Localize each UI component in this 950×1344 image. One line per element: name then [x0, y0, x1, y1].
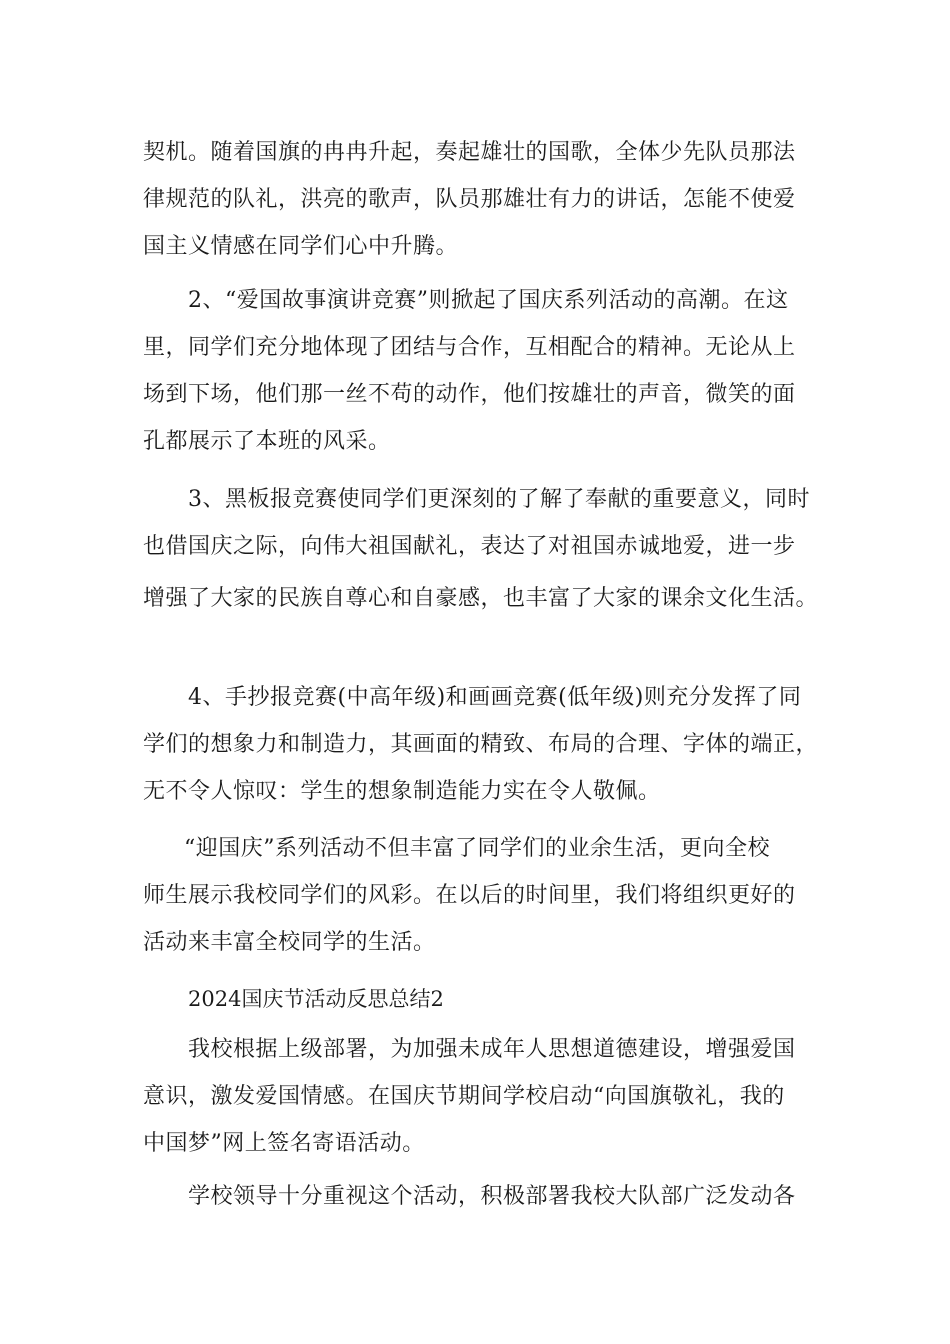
paragraph-line: 活动来丰富全校同学的生活。	[143, 930, 436, 955]
paragraph-line: “迎国庆”系列活动不但丰富了同学们的业余生活，更向全校	[184, 836, 770, 861]
section-heading: 2024国庆节活动反思总结2	[188, 987, 444, 1011]
paragraph-line: 孔都展示了本班的风采。	[143, 429, 391, 454]
paragraph-line: 无不令人惊叹：学生的想象制造能力实在令人敬佩。	[143, 779, 661, 804]
paragraph-line: 律规范的队礼，洪亮的歌声，队员那雄壮有力的讲话，怎能不使爱	[143, 187, 796, 212]
paragraph-line: 场到下场，他们那一丝不苟的动作，他们按雄壮的声音，微笑的面	[143, 382, 796, 407]
paragraph-line: 学校领导十分重视这个活动，积极部署我校大队部广泛发动各	[188, 1184, 796, 1209]
paragraph-line: 也借国庆之际，向伟大祖国献礼，表达了对祖国赤诚地爱，进一步	[143, 534, 796, 559]
paragraph-line: 4、手抄报竞赛(中高年级)和画画竞赛(低年级)则充分发挥了同	[188, 685, 802, 710]
paragraph-line: 我校根据上级部署，为加强未成年人思想道德建设，增强爱国	[188, 1037, 796, 1062]
paragraph-line: 师生展示我校同学们的风彩。在以后的时间里，我们将组织更好的	[143, 883, 796, 908]
paragraph-line: 里，同学们充分地体现了团结与合作，互相配合的精神。无论从上	[143, 335, 796, 360]
paragraph-line: 2、“爱国故事演讲竞赛”则掀起了国庆系列活动的高潮。在这	[188, 288, 789, 313]
paragraph-line: 意识，激发爱国情感。在国庆节期间学校启动“向国旗敬礼，我的	[143, 1084, 785, 1109]
paragraph-line: 国主义情感在同学们心中升腾。	[143, 234, 459, 259]
paragraph-line: 契机。随着国旗的冉冉升起，奏起雄壮的国歌，全体少先队员那法	[143, 140, 796, 165]
paragraph-line: 增强了大家的民族自尊心和自豪感，也丰富了大家的课余文化生活。	[143, 586, 819, 611]
paragraph-line: 3、黑板报竞赛使同学们更深刻的了解了奉献的重要意义，同时	[188, 487, 810, 512]
paragraph-line: 中国梦”网上签名寄语活动。	[143, 1131, 425, 1156]
paragraph-line: 学们的想象力和制造力，其画面的精致、布局的合理、字体的端正，	[143, 732, 819, 757]
